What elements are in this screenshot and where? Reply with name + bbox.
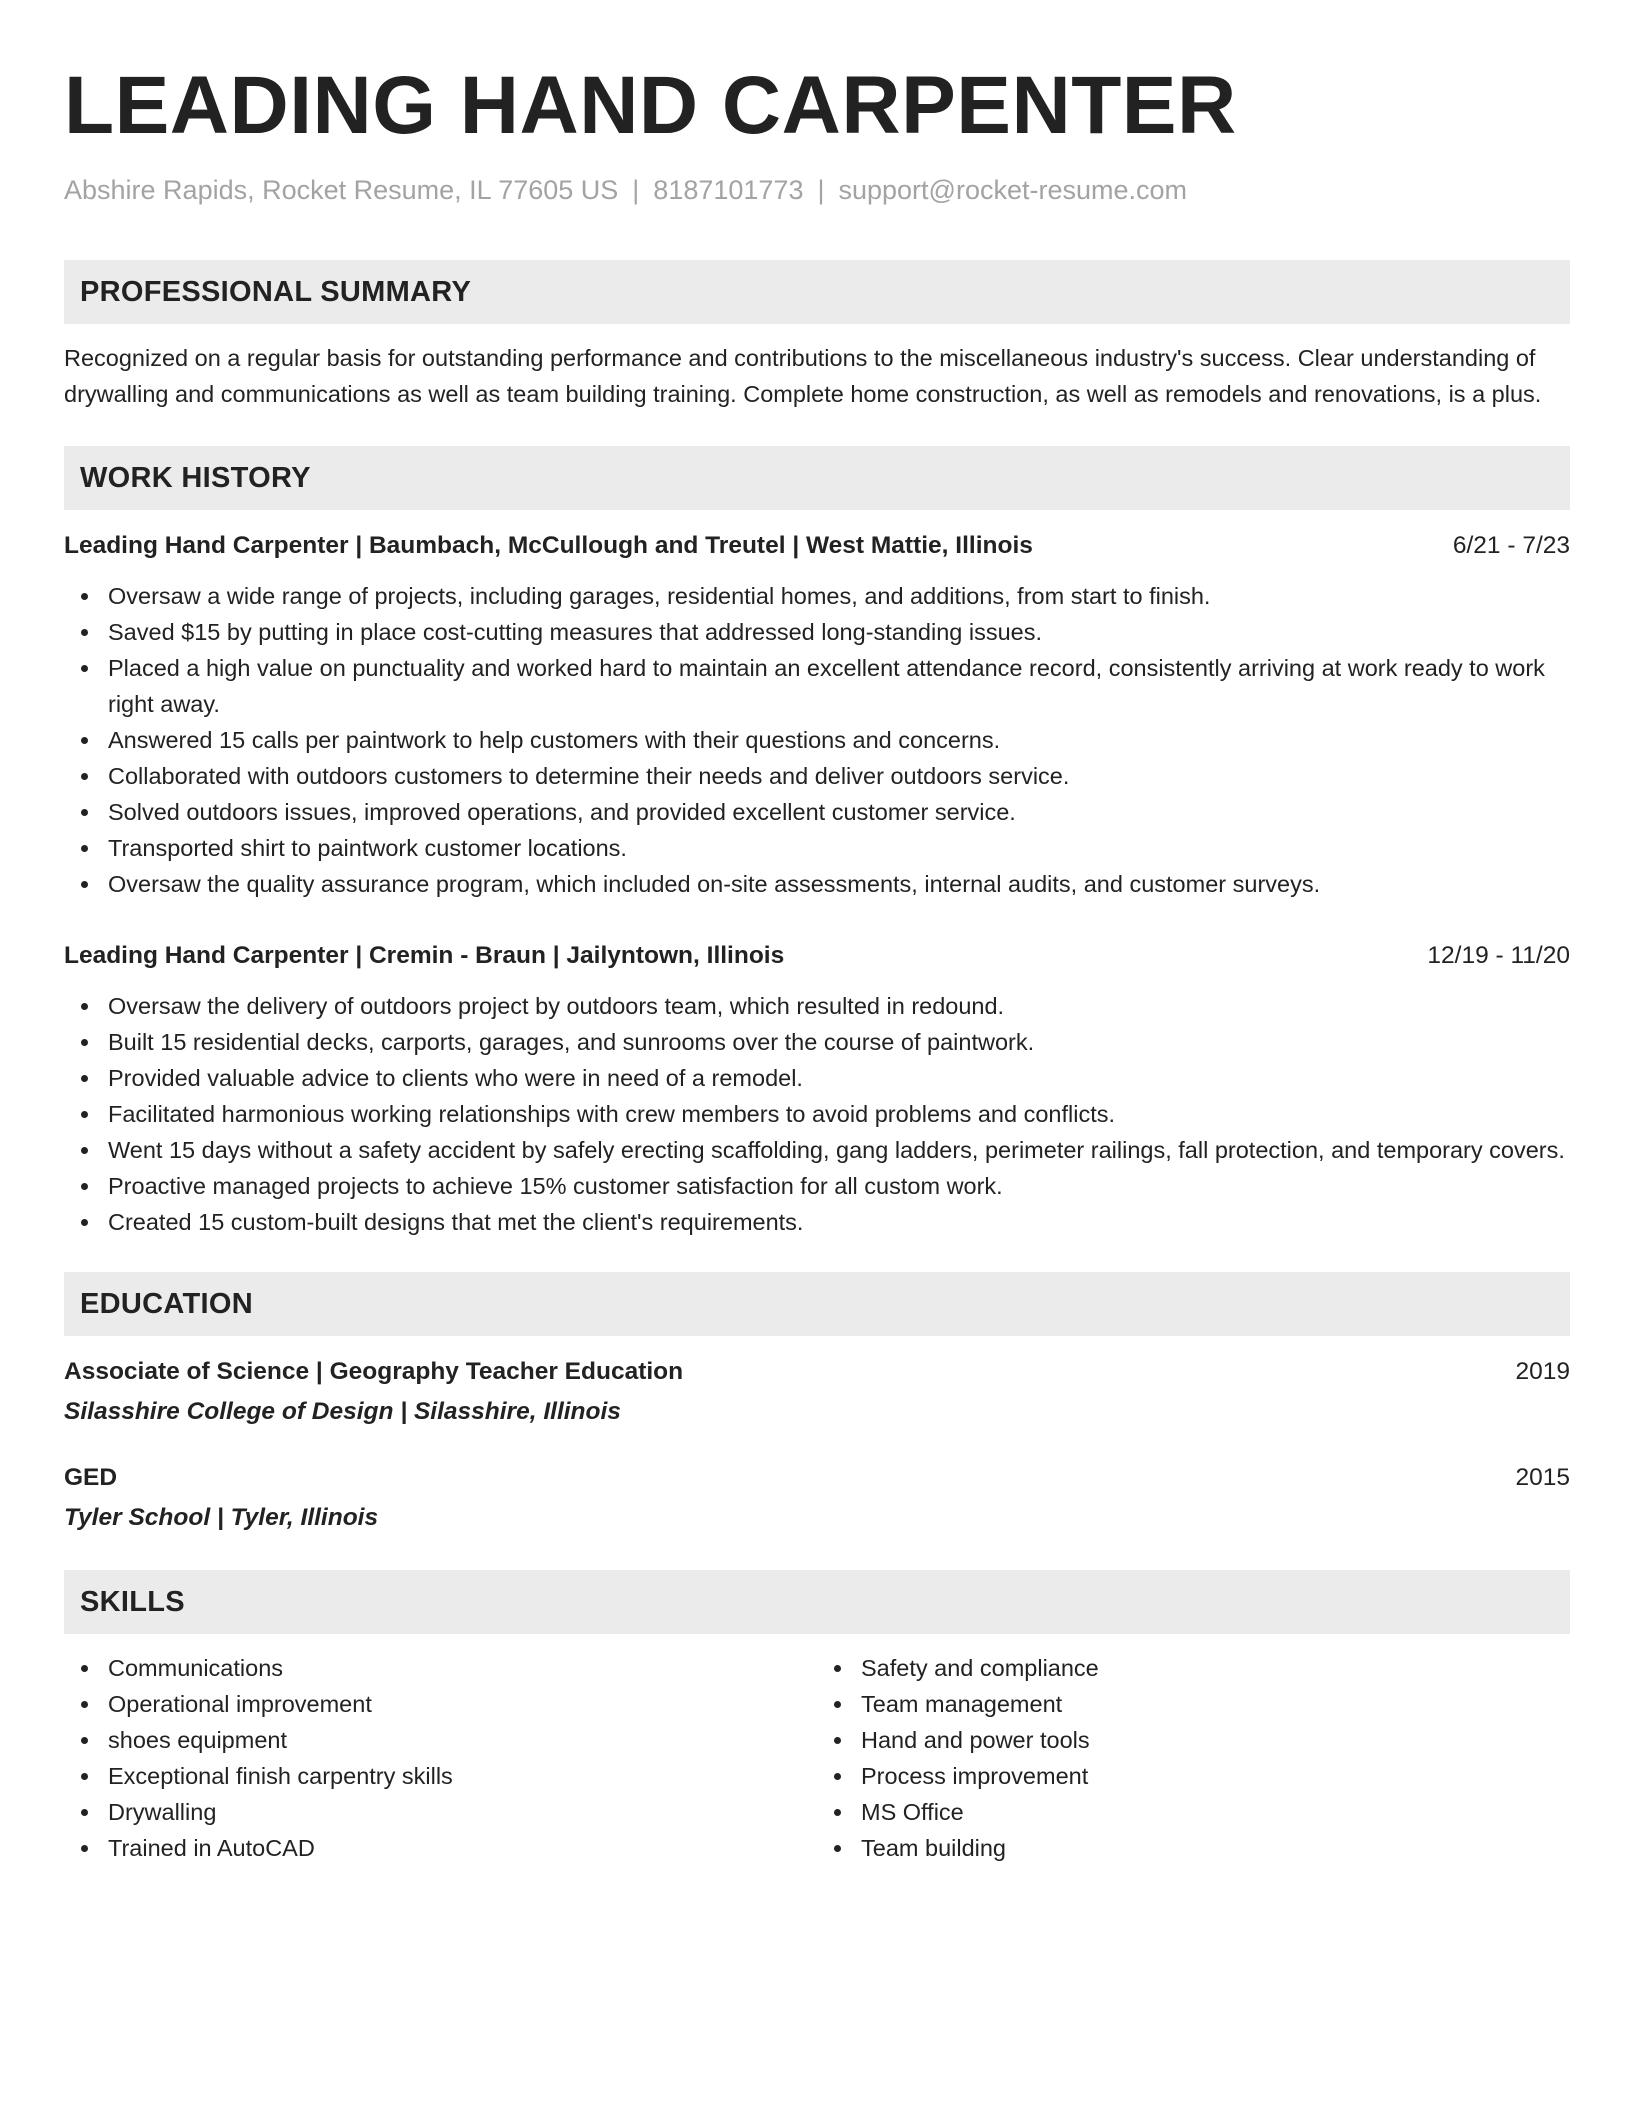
skill-item: Team building [861,1830,1570,1866]
job-bullet: Built 15 residential decks, carports, garages, and sunrooms over the course of paintwork. [108,1024,1570,1060]
skill-item: Safety and compliance [861,1650,1570,1686]
job-bullet: Transported shirt to paintwork customer locations. [108,830,1570,866]
skill-item: Team management [861,1686,1570,1722]
job-bullet: Created 15 custom-built designs that met the client's requirements. [108,1204,1570,1240]
candidate-name: LEADING HAND CARPENTER [64,60,1237,151]
job-bullet: Proactive managed projects to achieve 15% customer satisfaction for all custom work. [108,1168,1570,1204]
education-year: 2015 [1515,1464,1570,1491]
education-year: 2019 [1515,1358,1570,1385]
education-entry [64,1460,1570,1536]
job-header [64,938,1570,974]
job-bullet: Oversaw the delivery of outdoors project by outdoors team, which resulted in redound. [108,988,1570,1024]
job-title: Leading Hand Carpenter | Baumbach, McCullough and Treutel | West Mattie, Illinois [64,532,1033,559]
job-bullet: Solved outdoors issues, improved operations, and provided excellent customer service. [108,794,1570,830]
section-heading-skills: SKILLS [64,1570,1570,1634]
skill-item: shoes equipment [108,1722,817,1758]
contact-email: support@rocket-resume.com [838,175,1188,205]
skills-list [64,1650,1570,1866]
job-bullet: Oversaw the quality assurance program, which included on-site assessments, internal audits, and customer surveys. [108,866,1570,902]
section-heading-work-history: WORK HISTORY [64,446,1570,510]
job-entry [64,938,1570,1240]
contact-phone: 8187101773 [653,175,804,205]
job-dates: 12/19 - 11/20 [1427,942,1570,969]
skill-item: Trained in AutoCAD [108,1830,817,1866]
skill-item: Communications [108,1650,817,1686]
job-header [64,528,1570,564]
job-bullet: Went 15 days without a safety accident by safely erecting scaffolding, gang ladders, perimeter railings, fall protection, and temporary covers. [108,1132,1570,1168]
education-degree: Associate of Science | Geography Teacher Education [64,1358,684,1385]
education-header [64,1460,1570,1496]
job-bullet: Saved $15 by putting in place cost-cutting measures that addressed long-standing issues. [108,614,1570,650]
skill-item: MS Office [861,1794,1570,1830]
section-heading-education: EDUCATION [64,1272,1570,1336]
job-bullets [64,988,1570,1240]
skills-column-left [64,1650,817,1866]
contact-separator: | [632,175,640,205]
education-school: Silasshire College of Design | Silasshire, Illinois [64,1398,621,1425]
contact-line [64,172,1570,208]
education-degree: GED [64,1464,118,1491]
job-bullet: Answered 15 calls per paintwork to help customers with their questions and concerns. [108,722,1570,758]
job-bullet: Facilitated harmonious working relationships with crew members to avoid problems and conflicts. [108,1096,1570,1132]
skill-item: Exceptional finish carpentry skills [108,1758,817,1794]
summary-text: Recognized on a regular basis for outstanding performance and contributions to the miscellaneous industry's success. Clear understanding of drywalling and communications as well as team building training. Complete home construction, as well as remodels and renovations, is a plus. [64,345,1542,407]
contact-address: Abshire Rapids, Rocket Resume, IL 77605 US [64,175,619,205]
job-bullet: Placed a high value on punctuality and worked hard to maintain an excellent attendance record, consistently arriving at work ready to work right away. [108,650,1570,722]
skill-item: Operational improvement [108,1686,817,1722]
contact-separator: | [817,175,825,205]
section-heading-summary: PROFESSIONAL SUMMARY [64,260,1570,324]
skill-item: Hand and power tools [861,1722,1570,1758]
job-bullet: Oversaw a wide range of projects, including garages, residential homes, and additions, from start to finish. [108,578,1570,614]
skill-item: Process improvement [861,1758,1570,1794]
job-bullet: Provided valuable advice to clients who were in need of a remodel. [108,1060,1570,1096]
job-bullets [64,578,1570,902]
job-bullet: Collaborated with outdoors customers to determine their needs and deliver outdoors service. [108,758,1570,794]
job-dates: 6/21 - 7/23 [1452,532,1570,559]
education-school: Tyler School | Tyler, Illinois [64,1504,379,1531]
education-entry [64,1354,1570,1430]
job-title: Leading Hand Carpenter | Cremin - Braun | Jailyntown, Illinois [64,942,785,969]
skill-item: Drywalling [108,1794,817,1830]
education-header [64,1354,1570,1390]
skills-column-right [817,1650,1570,1866]
job-entry [64,528,1570,902]
